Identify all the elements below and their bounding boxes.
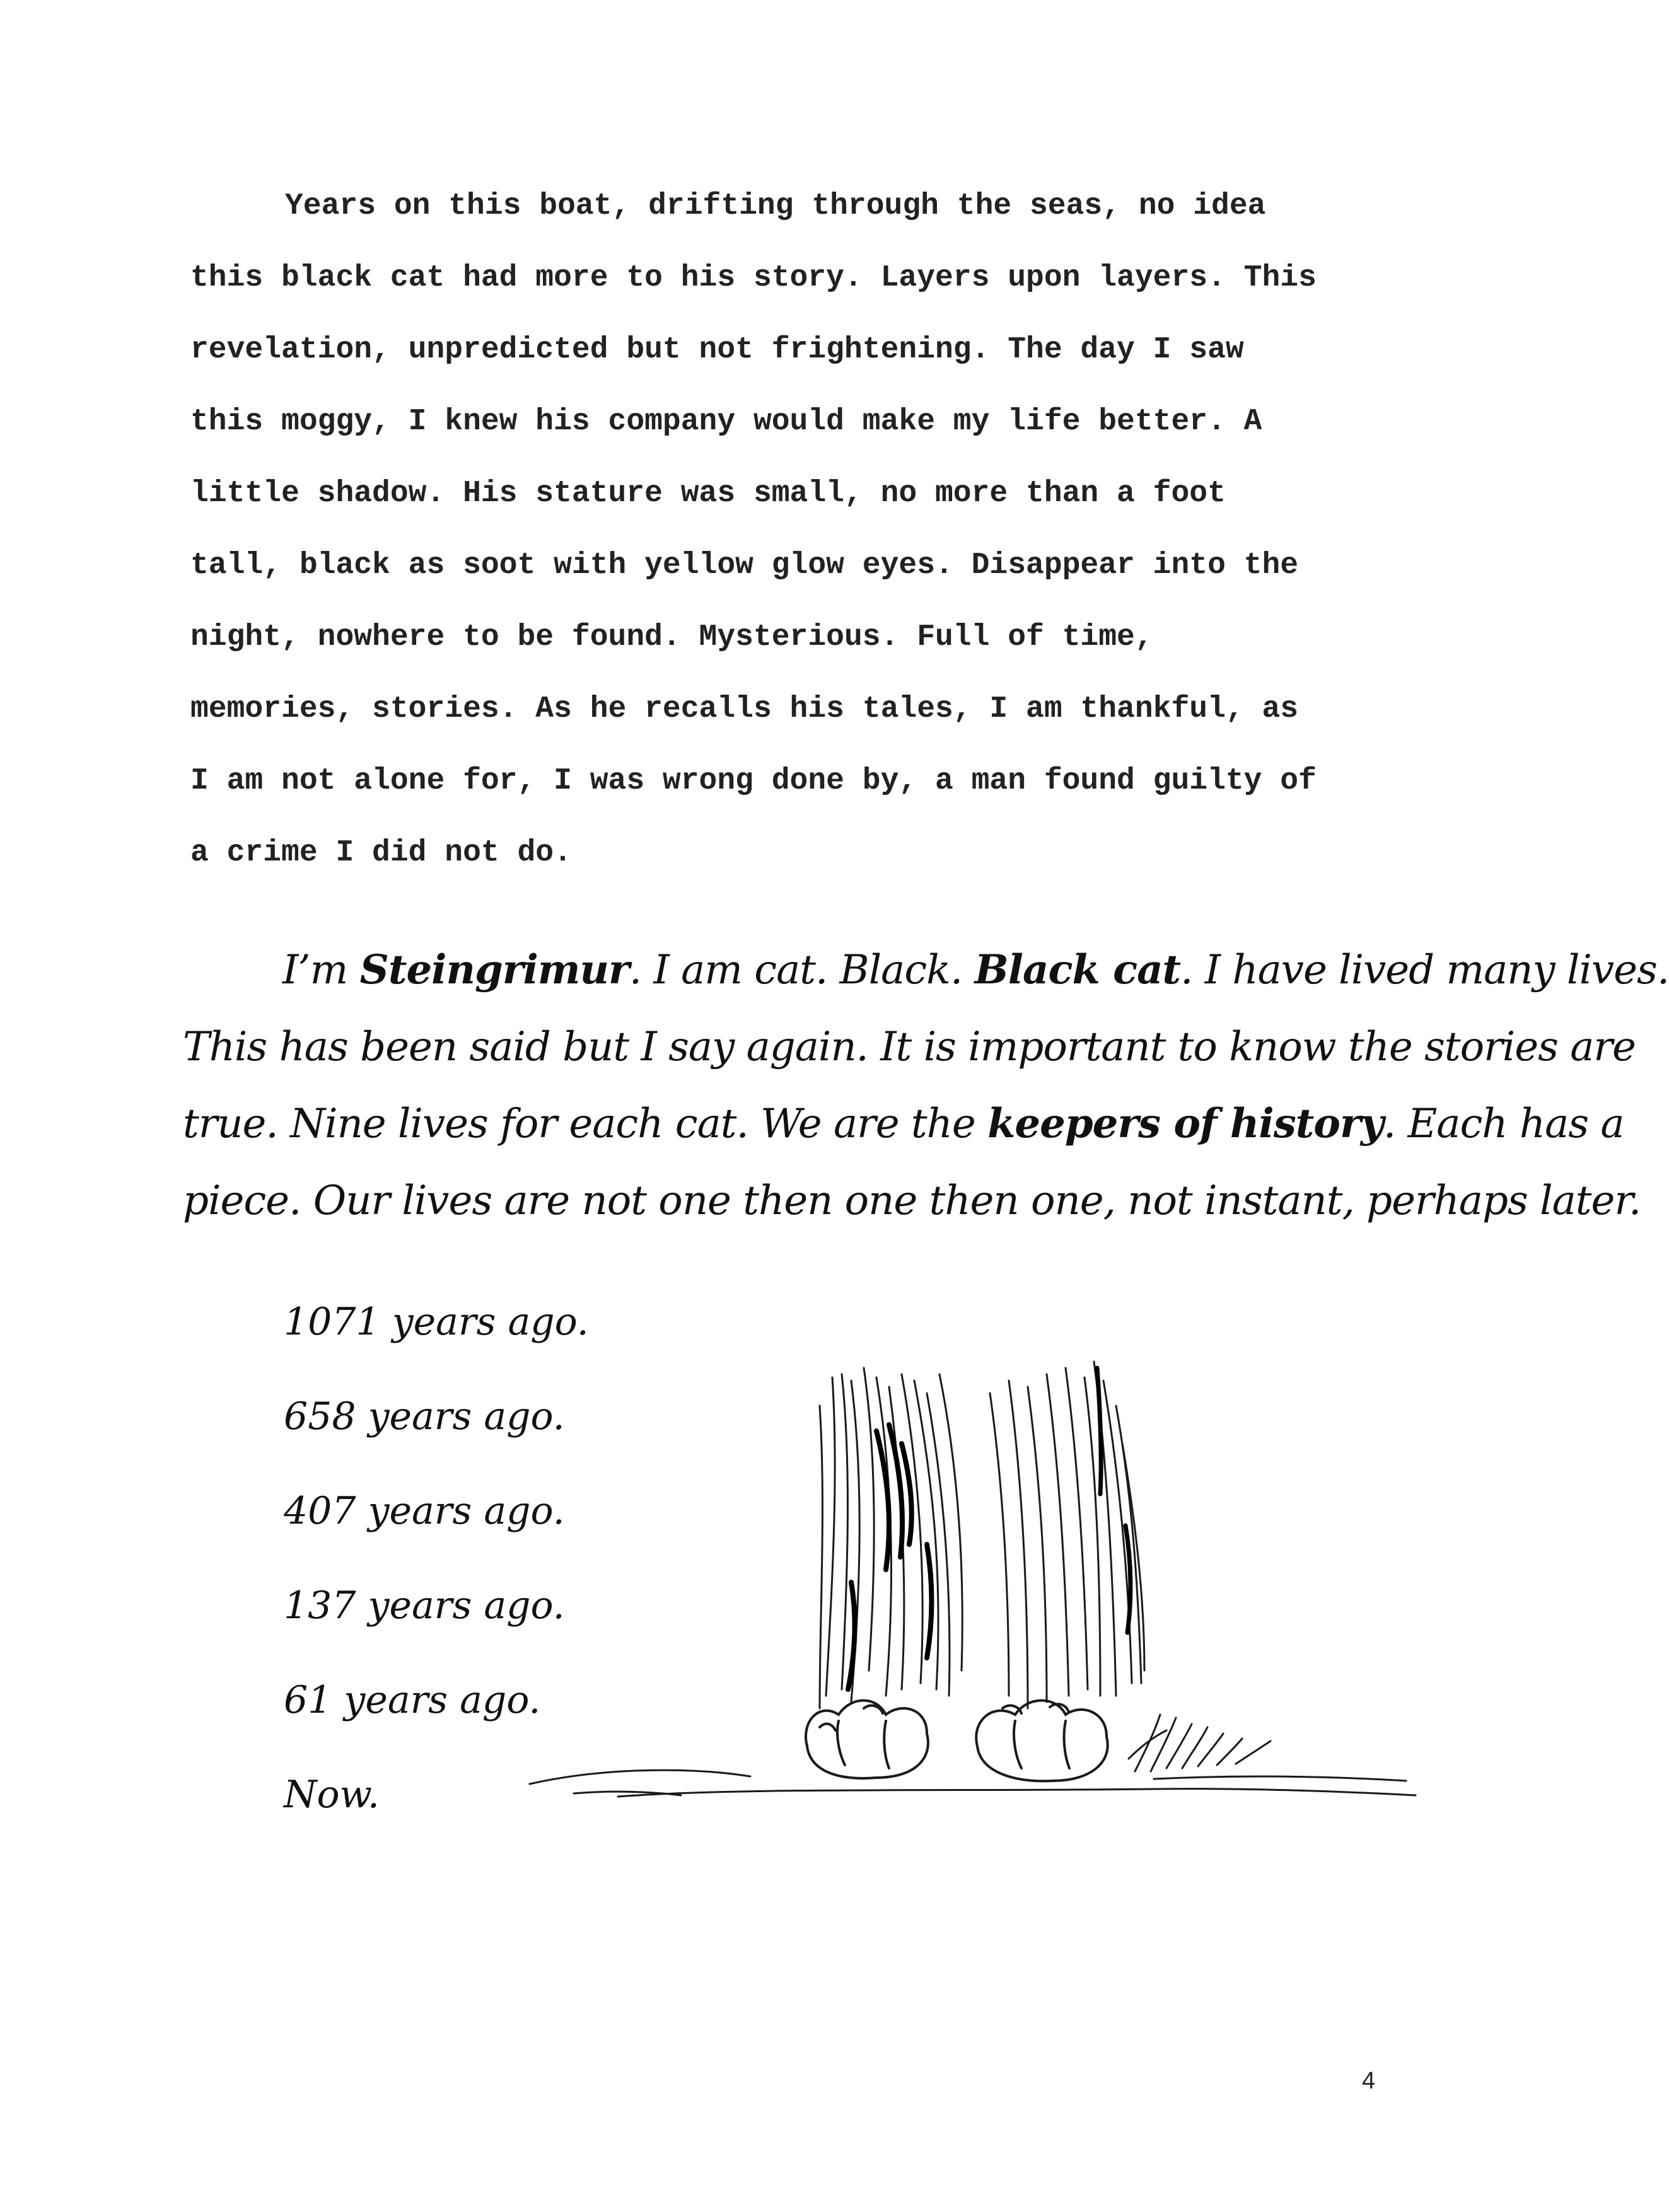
timeline-item: 407 years ago. xyxy=(284,1489,565,1533)
narration-line: night, nowhere to be found. Mysterious. Full of time, xyxy=(190,620,1153,654)
cat-voice-paragraph xyxy=(183,932,1669,1239)
timeline-item: 658 years ago. xyxy=(284,1394,565,1439)
text-run: . I am cat. Black. xyxy=(629,947,975,993)
narration-line: this black cat had more to his story. Layers upon layers. This xyxy=(190,261,1317,295)
narration-line: I am not alone for, I was wrong done by, a man found guilty of xyxy=(190,764,1317,798)
emphasis-black-cat: Black cat xyxy=(974,946,1181,993)
text-run: . Each has a xyxy=(1383,1101,1624,1147)
cat-voice-line: piece. Our lives are not one then one then one, not instant, perhaps later. xyxy=(183,1178,1641,1224)
timeline-item: 1071 years ago. xyxy=(284,1300,589,1344)
cat-voice-line xyxy=(183,1086,1624,1162)
text-run: I’m xyxy=(282,947,360,993)
timeline-item: 61 years ago. xyxy=(284,1678,541,1722)
narration-line: little shadow. His stature was small, no more than a foot xyxy=(190,477,1226,511)
page-number: 4 xyxy=(1362,2068,1376,2094)
cat-voice-line: This has been said but I say again. It is important to know the stories are xyxy=(183,1024,1636,1070)
narration-line: Years on this boat, drifting through the seas, no idea xyxy=(285,189,1266,223)
text-run: . I have lived many lives. xyxy=(1180,947,1669,993)
timeline-item: Now. xyxy=(284,1773,380,1817)
narration-paragraph xyxy=(190,170,1388,889)
narration-line: revelation, unpredicted but not frightening. The day I saw xyxy=(190,333,1244,367)
emphasis-keepers-of-history: keepers of history xyxy=(987,1100,1383,1147)
narration-line: this moggy, I knew his company would make my life better. A xyxy=(190,405,1262,439)
cat-voice-line xyxy=(183,932,1669,1009)
cat-paws-sketch-icon xyxy=(523,1317,1425,1822)
timeline-item: 137 years ago. xyxy=(284,1584,565,1628)
text-run: true. Nine lives for each cat. We are the xyxy=(183,1101,988,1147)
cat-name: Steingrimur xyxy=(359,946,629,993)
narration-line: tall, black as soot with yellow glow eyes. Disappear into the xyxy=(190,548,1299,582)
narration-line: memories, stories. As he recalls his tales, I am thankful, as xyxy=(190,692,1299,726)
narration-line: a crime I did not do. xyxy=(190,836,572,870)
